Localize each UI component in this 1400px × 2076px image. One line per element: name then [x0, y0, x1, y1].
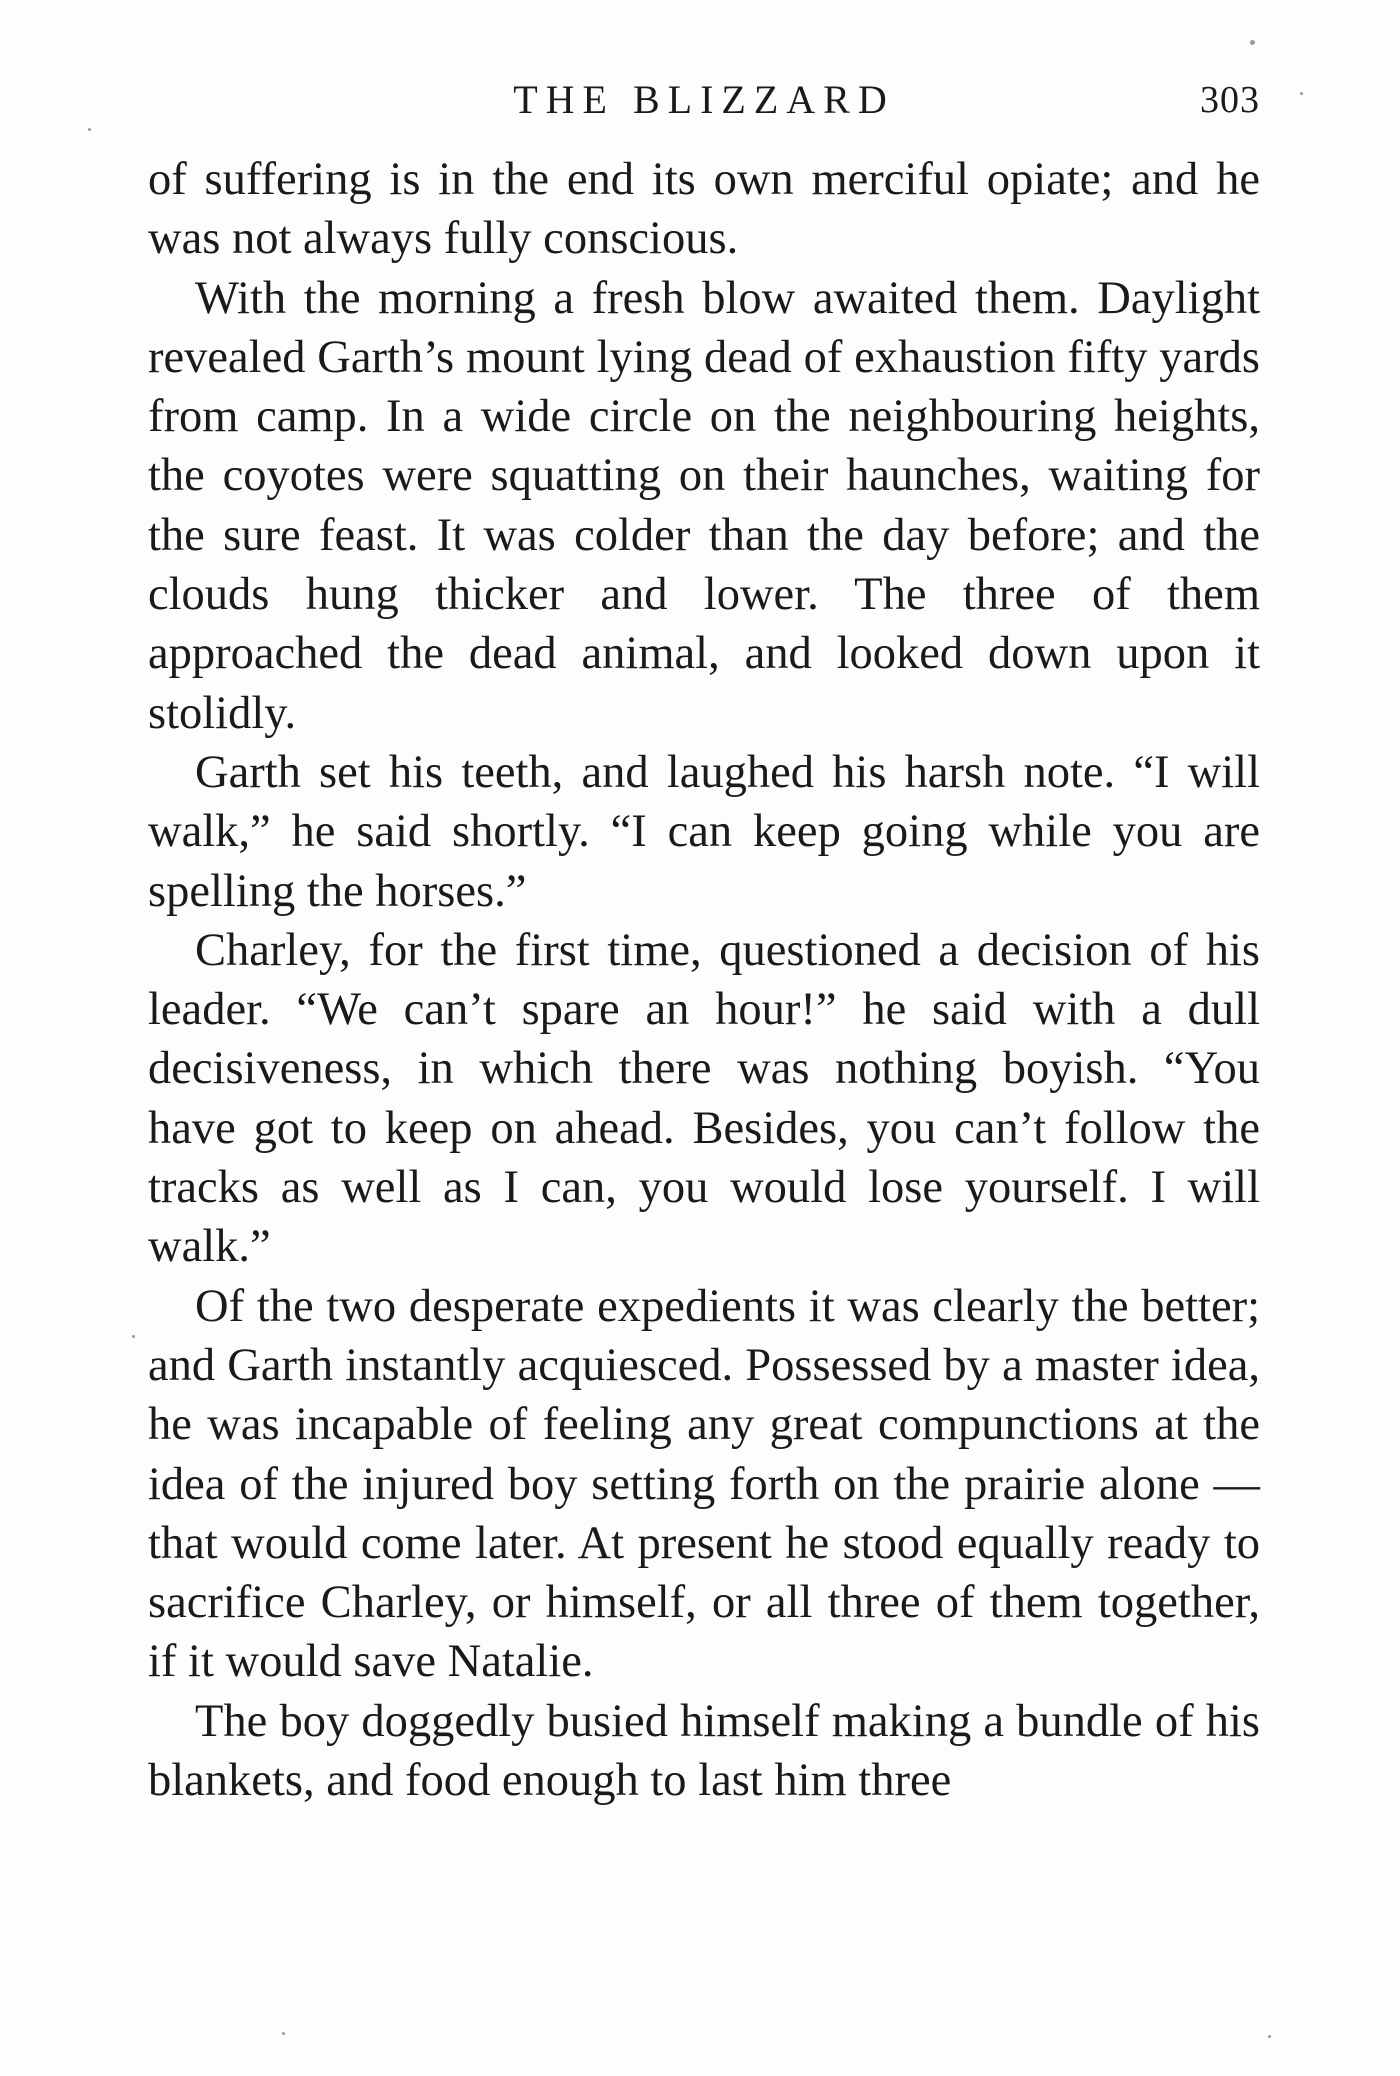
scan-speck: [282, 2032, 285, 2035]
scan-speck: [1250, 40, 1255, 45]
scan-speck: [1268, 2035, 1271, 2038]
scan-speck: [1300, 92, 1303, 95]
paragraph-5: Of the two desperate expedients it was clearly the better; and Garth instantly acquiesced. Possessed by a master idea, he was incapable of feeling any great compunctions at the idea of the injured boy setting forth on the prairie alone — that would come later. At present he stood equally ready to sacrifice Charley, or himself, or all three of them together, if it would save Natalie.: [148, 1280, 1260, 1688]
page-number: 303: [1200, 79, 1260, 121]
paragraph-2: With the morning a fresh blow awaited them. Daylight revealed Garth’s mount lying dead of exhaustion fifty yards from camp. In a wide circle on the neighbouring heights, the coyotes were squatting on their haunches, waiting for the sure feast. It was colder than the day before; and the clouds hung thicker and lower. The three of them approached the dead animal, and looked down upon it stolidly.: [148, 272, 1260, 739]
scan-speck: [132, 1335, 135, 1338]
body-text: [148, 150, 1260, 1810]
paragraph-3: Garth set his teeth, and laughed his harsh note. “I will walk,” he said shortly. “I can keep going while you are spelling the horses.”: [148, 746, 1260, 917]
paragraph-1: of suffering is in the end its own merciful opiate; and he was not always fully conscious.: [148, 154, 1260, 265]
paragraph-4: Charley, for the first time, questioned a decision of his leader. “We can’t spare an hour!” he said with a dull decisiveness, in which there was nothing boyish. “You have got to keep on ahead. Besides, you can’t follow the tracks as well as I can, you would lose yourself. I will walk.”: [148, 924, 1260, 1273]
running-head: [148, 72, 1260, 132]
scan-speck: [88, 128, 91, 131]
running-title: THE BLIZZARD: [513, 77, 895, 122]
paragraph-6: The boy doggedly busied himself making a bundle of his blankets, and food enough to last him three: [148, 1695, 1260, 1807]
